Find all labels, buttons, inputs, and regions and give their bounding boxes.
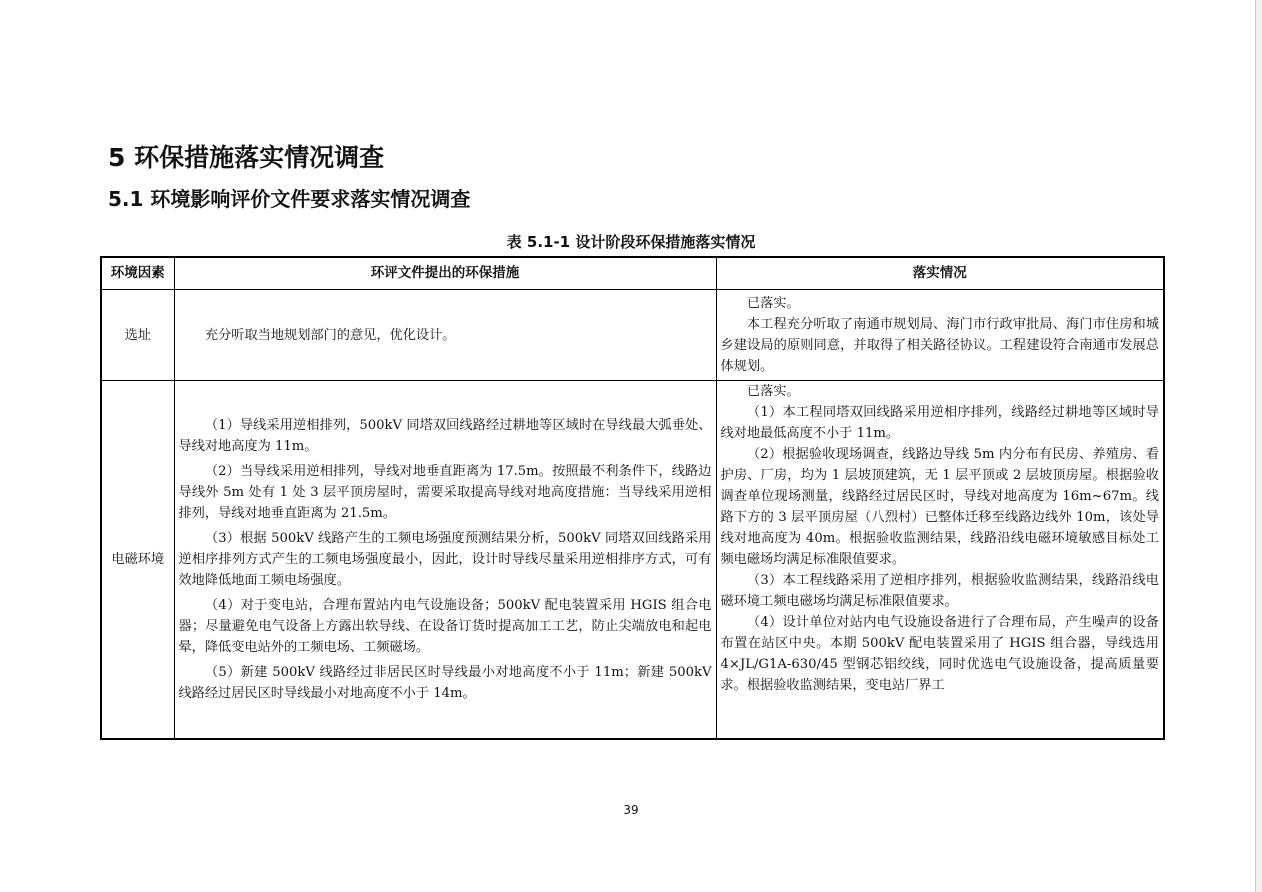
table-caption: 表 5.1-1 设计阶段环保措施落实情况 xyxy=(506,233,756,251)
implementation-text: （4）设计单位对站内电气设施设备进行了合理布局，产生噪声的设备布置在站区中央。本期 500kV 配电装置采用了 HGIS 组合器，导线选用 4×JL/G1A-630/45 型钢芯铝绞线，同时优选电气设施设备，提高质量要求。根据验收监测结果，变电站厂界工 xyxy=(720,615,1159,693)
header-measures: 环评文件提出的环保措施 xyxy=(174,257,716,290)
implementation-text: （3）本工程线路采用了逆相序排列，根据验收监测结果，线路沿线电磁环境工频电磁场均满足标准限值要求。 xyxy=(720,573,1159,609)
measure-text: （4）对于变电站，合理布置站内电气设施设备；500kV 配电装置采用 HGIS 组合电器；尽量避免电气设备上方露出软导线、在设备订货时提高加工工艺，防止尖端放电和起电晕，降低变电站外的工频电场、工频磁场。 xyxy=(178,598,712,655)
measure-text: 充分听取当地规划部门的意见，优化设计。 xyxy=(204,327,456,343)
page-number: 39 xyxy=(623,803,639,817)
header-factor: 环境因素 xyxy=(101,257,174,290)
measure-text: （2）当导线采用逆相排列，导线对地垂直距离为 17.5m。按照最不利条件下，线路边导线外 5m 处有 1 处 3 层平顶房屋时，需要采取提高导线对地高度措施：当导线采用逆相排列，导线对地垂直距离为 21.5m。 xyxy=(178,464,712,521)
implementation-text: （1）本工程同塔双回线路采用逆相序排列，线路经过耕地等区域时导线对地最低高度不小于 11m。 xyxy=(720,405,1159,441)
implementation-text: （2）根据验收现场调查，线路边导线 5m 内分布有民房、养殖房、看护房、厂房，均为 1 层坡顶建筑，无 1 层平顶或 2 层坡顶房屋。根据验收调查单位现场测量，线路经过居民区时，导线对地高度为 16m~67m。线路下方的 3 层平顶房屋（八烈村）已整体迁移至线路边线外 10m，该处导线对地高度为 40m。根据验收监测结果，线路沿线电磁环境敏感目标处工频电磁场均满足标准限值要求。 xyxy=(720,447,1159,567)
table-header-row xyxy=(101,257,1164,290)
section-heading: 5.1 环境影响评价文件要求落实情况调查 xyxy=(108,187,471,211)
implementation-text: 已落实。 xyxy=(746,384,800,399)
implementation-cell xyxy=(716,381,1164,740)
factor-cell: 选址 xyxy=(101,290,174,381)
measures-table xyxy=(100,256,1165,740)
measure-text: （5）新建 500kV 线路经过非居民区时导线最小对地高度不小于 11m；新建 500kV 线路经过居民区时导线最小对地高度不小于 14m。 xyxy=(178,665,712,701)
measure-text: （3）根据 500kV 线路产生的工频电场强度预测结果分析，500kV 同塔双回线路采用逆相序排列方式产生的工频电场强度最小，因此，设计时导线尽量采用逆相排序方式，可有效地降低地面工频电场强度。 xyxy=(178,531,712,588)
measures-cell xyxy=(174,381,716,740)
implementation-text: 本工程充分听取了南通市规划局、海门市行政审批局、海门市住房和城乡建设局的原则同意，并取得了相关路径协议。工程建设符合南通市发展总体规划。 xyxy=(720,317,1159,374)
measure-text: （1）导线采用逆相排列，500kV 同塔双回线路经过耕地等区域时在导线最大弧垂处、导线对地高度为 11m。 xyxy=(178,418,712,454)
implementation-cell xyxy=(716,290,1164,381)
chapter-heading: 5 环保措施落实情况调查 xyxy=(108,143,385,172)
measures-cell xyxy=(174,290,716,381)
header-implementation: 落实情况 xyxy=(716,257,1164,290)
factor-cell: 电磁环境 xyxy=(101,381,174,740)
implementation-text: 已落实。 xyxy=(746,296,800,311)
table-row xyxy=(101,381,1164,740)
table-row xyxy=(101,290,1164,381)
